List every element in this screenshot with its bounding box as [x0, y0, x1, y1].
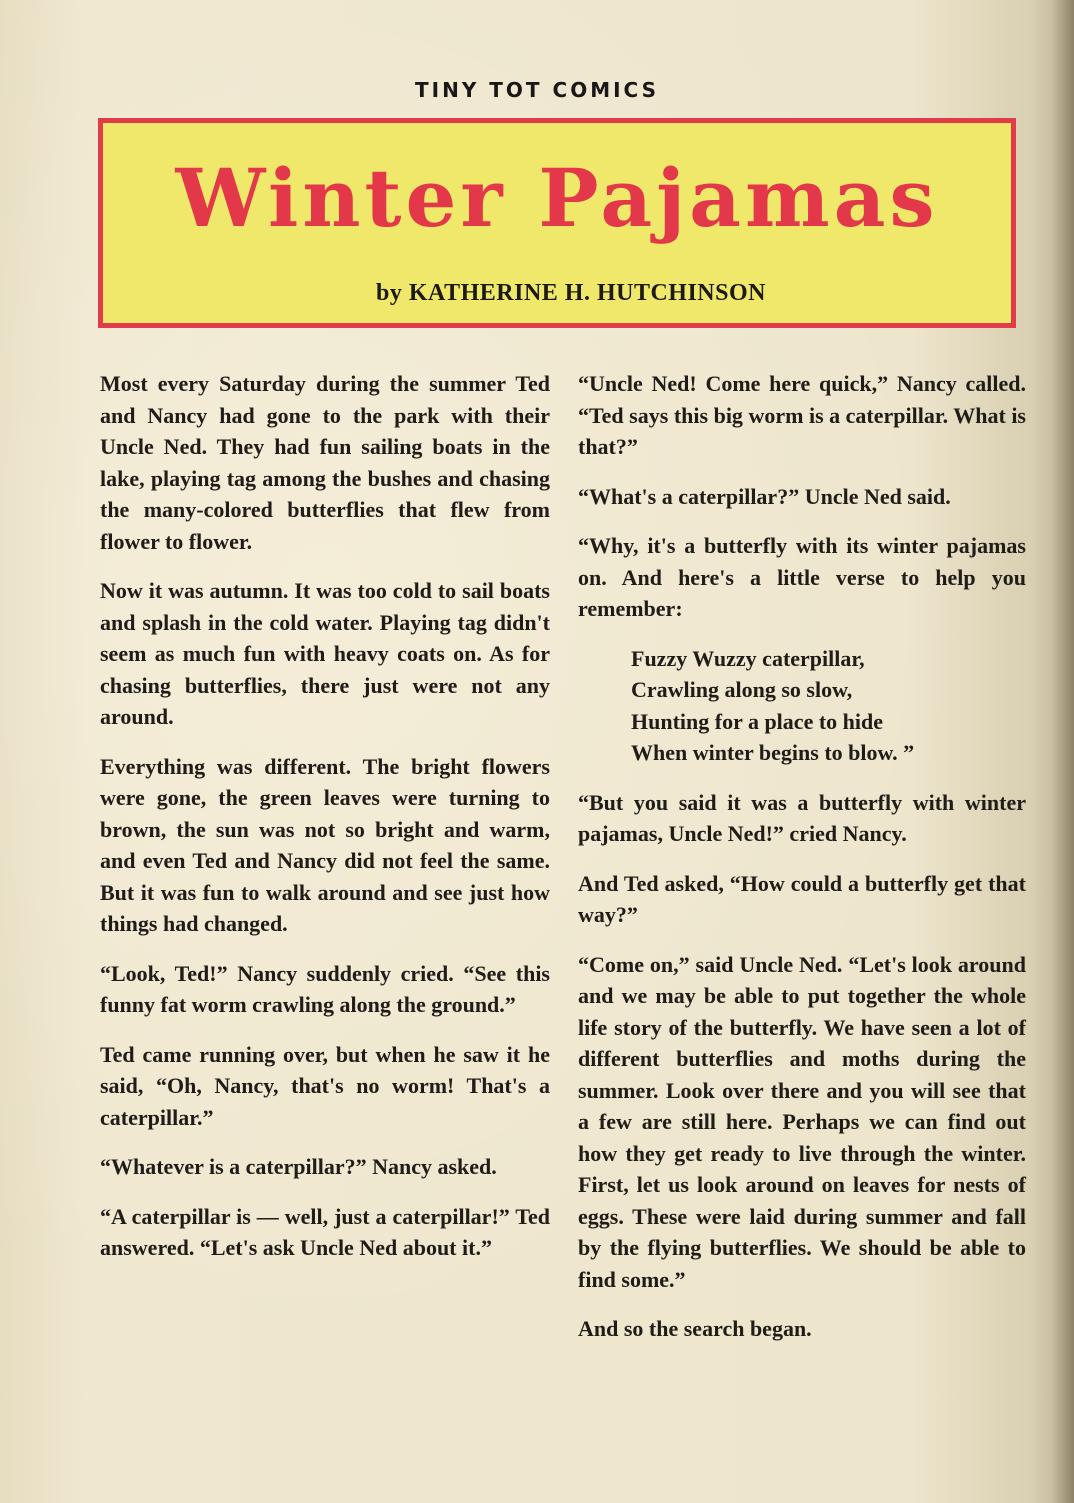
story-title: Winter Pajamas: [175, 151, 939, 245]
verse-line: Crawling along so slow,: [631, 677, 853, 702]
verse-line: Hunting for a place to hide: [631, 708, 884, 734]
verse-line: Fuzzy Wuzzy caterpillar,: [631, 645, 865, 671]
title-panel: [98, 118, 1016, 328]
paragraph: “Look, Ted!” Nancy suddenly cried. “See this funny fat worm crawling along the ground.”: [100, 960, 550, 1017]
paragraph: Now it was autumn. It was too cold to sail boats and splash in the cold water. Playing tag didn't seem as much fun with heavy coats on. As for chasing butterflies, there just were not any around.: [100, 578, 550, 729]
paragraph: Most every Saturday during the summer Ted and Nancy had gone to the park with their Uncle Ned. They had fun sailing boats in the lake, playing tag among the bushes and chasing the many-colored butterflies that flew from flower to flower.: [100, 371, 550, 554]
paragraph: “Why, it's a butterfly with its winter pajamas on. And here's a little verse to help you remember:: [578, 533, 1026, 621]
paragraph: “A caterpillar is — well, just a caterpillar!” Ted answered. “Let's ask Uncle Ned about it.”: [100, 1203, 550, 1260]
paragraph: “Uncle Ned! Come here quick,” Nancy called. “Ted says this big worm is a caterpillar. What is that?”: [578, 371, 1026, 459]
paragraph: “Come on,” said Uncle Ned. “Let's look around and we may be able to put together the whole life story of the butterfly. We have seen a lot of different butterflies and moths during the summer. Look over there and you will see that a few are still here. Perhaps we can find out how they get ready to live through the winter. First, let us look around on leaves for nests of eggs. These were laid during summer and fall by the flying butterflies. We should be able to find some.”: [578, 951, 1026, 1292]
caterpillar-verse: [578, 643, 1026, 769]
story-byline: by KATHERINE H. HUTCHINSON: [376, 280, 766, 306]
paragraph: Everything was different. The bright flowers were gone, the green leaves were turning to brown, the sun was not so bright and warm, and even Ted and Nancy did not feel the same. But it was fun to walk around and see just how things had changed.: [100, 753, 550, 936]
page-edge-shadow: [1052, 0, 1074, 1503]
paragraph: And Ted asked, “How could a butterfly get that way?”: [578, 870, 1026, 927]
right-text-column: [578, 368, 1026, 1363]
paragraph: “What's a caterpillar?” Uncle Ned said.: [578, 483, 951, 509]
magazine-header: TINY TOT COMICS: [415, 78, 659, 102]
paragraph: “But you said it was a butterfly with winter pajamas, Uncle Ned!” cried Nancy.: [578, 789, 1026, 846]
paragraph: “Whatever is a caterpillar?” Nancy asked.: [100, 1154, 497, 1179]
left-text-column: [100, 368, 550, 1282]
paragraph: And so the search began.: [578, 1316, 812, 1341]
verse-line: When winter begins to blow. ”: [631, 740, 915, 765]
paragraph: Ted came running over, but when he saw it he said, “Oh, Nancy, that's no worm! That's a caterpillar.”: [100, 1041, 550, 1130]
